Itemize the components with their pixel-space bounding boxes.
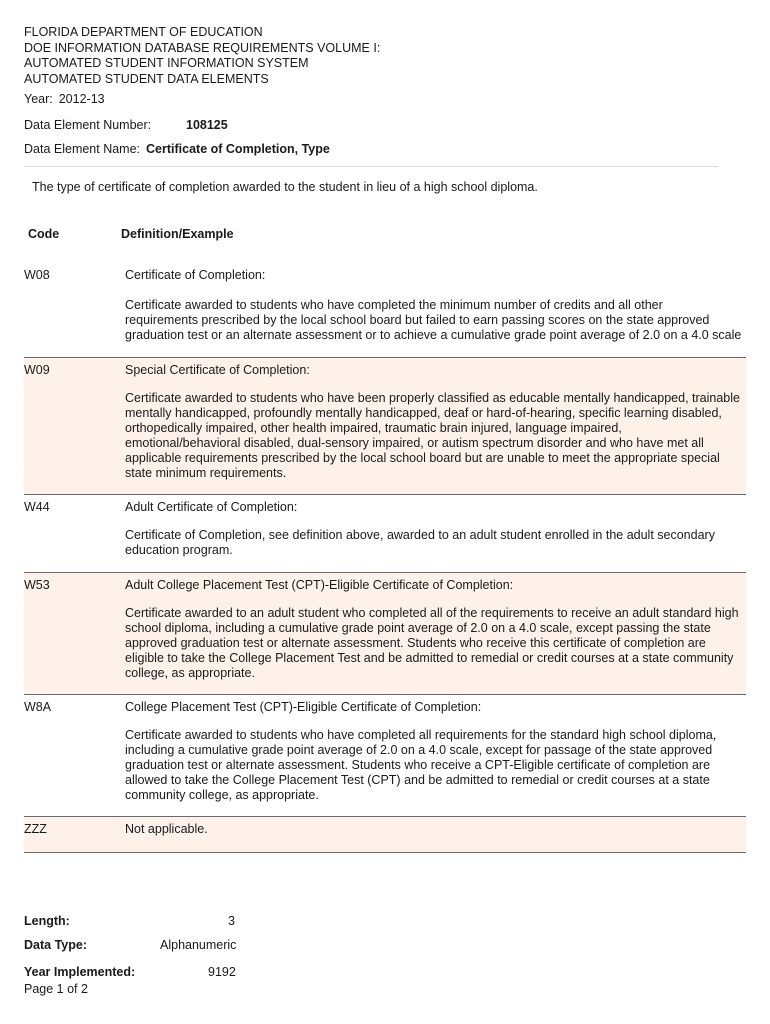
table-bottom-divider [24,852,746,853]
definition-line: approved graduation test or alternate assessment. Students who receive this certificate of completion are [125,636,706,650]
code-title: Certificate of Completion: [125,268,266,282]
code-definition [125,606,747,681]
column-header-definition: Definition/Example [121,227,234,241]
document-header [24,25,380,87]
year-value: 2012-13 [58,92,105,106]
page-number: Page 1 of 2 [24,982,88,996]
length-label: Length: [24,914,70,928]
year-label: Year: [24,92,53,106]
header-line-1: FLORIDA DEPARTMENT OF EDUCATION [24,25,263,39]
definition-line: Certificate awarded to students who have been properly classified as educable mentally handicapped, trainable [125,391,740,405]
length-value: 3 [228,914,235,928]
definition-line: education program. [125,543,233,557]
definition-line: mentally handicapped, profoundly mentally handicapped, deaf or hard-of-hearing, specific learning disabled, [125,406,722,420]
code-row-w08 [24,268,746,358]
definition-line: graduation test or alternate assessment. Students who receive a CPT-Eligible certificate of completion are [125,758,711,772]
definition-line: college, as appropriate. [125,666,255,680]
definition-line: orthopedically impaired, other health impaired, traumatic brain injured, language impaired, [125,421,622,435]
definition-line: Certificate awarded to an adult student who completed all of the requirements to receive an adult standard high [125,606,739,620]
definition-line: Certificate awarded to students who have completed all requirements for the standard high school diploma, [125,728,717,742]
code-value: W44 [24,500,50,514]
definition-line: allowed to take the College Placement Test (CPT) and be admitted to remedial or credit courses at a state [125,773,710,787]
code-value: W09 [24,363,50,377]
definition-line: Certificate awarded to students who have completed the minimum number of credits and all other [125,298,663,312]
code-title: Not applicable. [125,822,208,836]
definition-line: school diploma, including a cumulative grade point average of 2.0 on a 4.0 scale, except passing the state [125,621,711,635]
header-line-3: AUTOMATED STUDENT INFORMATION SYSTEM [24,56,309,70]
definition-line: state minimum requirements. [125,466,287,480]
code-title: College Placement Test (CPT)-Eligible Certificate of Completion: [125,700,482,714]
code-definition [125,528,747,558]
code-value: W08 [24,268,50,282]
code-row-w53 [24,572,746,695]
element-number-label: Data Element Number: [24,118,152,132]
data-type-label: Data Type: [24,938,87,952]
definition-line: community college, as appropriate. [125,788,319,802]
element-number-field [24,118,228,132]
code-row-zzz [24,816,746,852]
year-implemented-value: 9192 [208,965,236,979]
definition-line: including a cumulative grade point average of 2.0 on a 4.0 scale, except for passage of the state approved [125,743,713,757]
element-name-field [24,142,330,156]
element-name-label: Data Element Name: [24,142,141,156]
definition-line: emotional/behavioral disabled, dual-sensory impaired, or autism spectrum disorder and who have met all [125,436,704,450]
code-title: Special Certificate of Completion: [125,363,310,377]
code-definition [125,391,747,481]
year-field [24,92,105,106]
code-value: W53 [24,578,50,592]
year-implemented-label: Year Implemented: [24,965,136,979]
column-header-code: Code [28,227,60,241]
definition-line: requirements prescribed by the local school board but failed to earn passing scores on the state approved [125,313,710,327]
code-row-w09 [24,357,746,495]
header-line-2: DOE INFORMATION DATABASE REQUIREMENTS VOLUME I: [24,40,381,55]
definition-line: eligible to take the College Placement Test and be admitted to remedial or credit courses at a state community [125,651,734,665]
code-title: Adult Certificate of Completion: [125,500,298,514]
code-value: W8A [24,700,52,714]
definition-line: graduation test or an alternate assessment or to achieve a cumulative grade point average of 2.0 on a 4.0 scale [125,328,742,342]
header-line-4: AUTOMATED STUDENT DATA ELEMENTS [24,71,269,86]
data-type-value: Alphanumeric [160,938,237,952]
code-row-w44 [24,494,746,573]
code-title: Adult College Placement Test (CPT)-Eligible Certificate of Completion: [125,578,514,592]
code-value: ZZZ [24,822,47,836]
definition-line: applicable requirements prescribed by the local school board but are unable to meet the appropriate special [125,451,720,465]
element-description: The type of certificate of completion awarded to the student in lieu of a high school diploma. [32,180,538,194]
code-definition [125,728,747,803]
element-number-value: 108125 [186,118,228,132]
definition-line: Certificate of Completion, see definition above, awarded to an adult student enrolled in the adult secondary [125,528,715,542]
element-name-value: Certificate of Completion, Type [146,142,330,156]
header-divider [24,166,718,167]
code-definition [125,298,747,343]
code-row-w8a [24,694,746,817]
